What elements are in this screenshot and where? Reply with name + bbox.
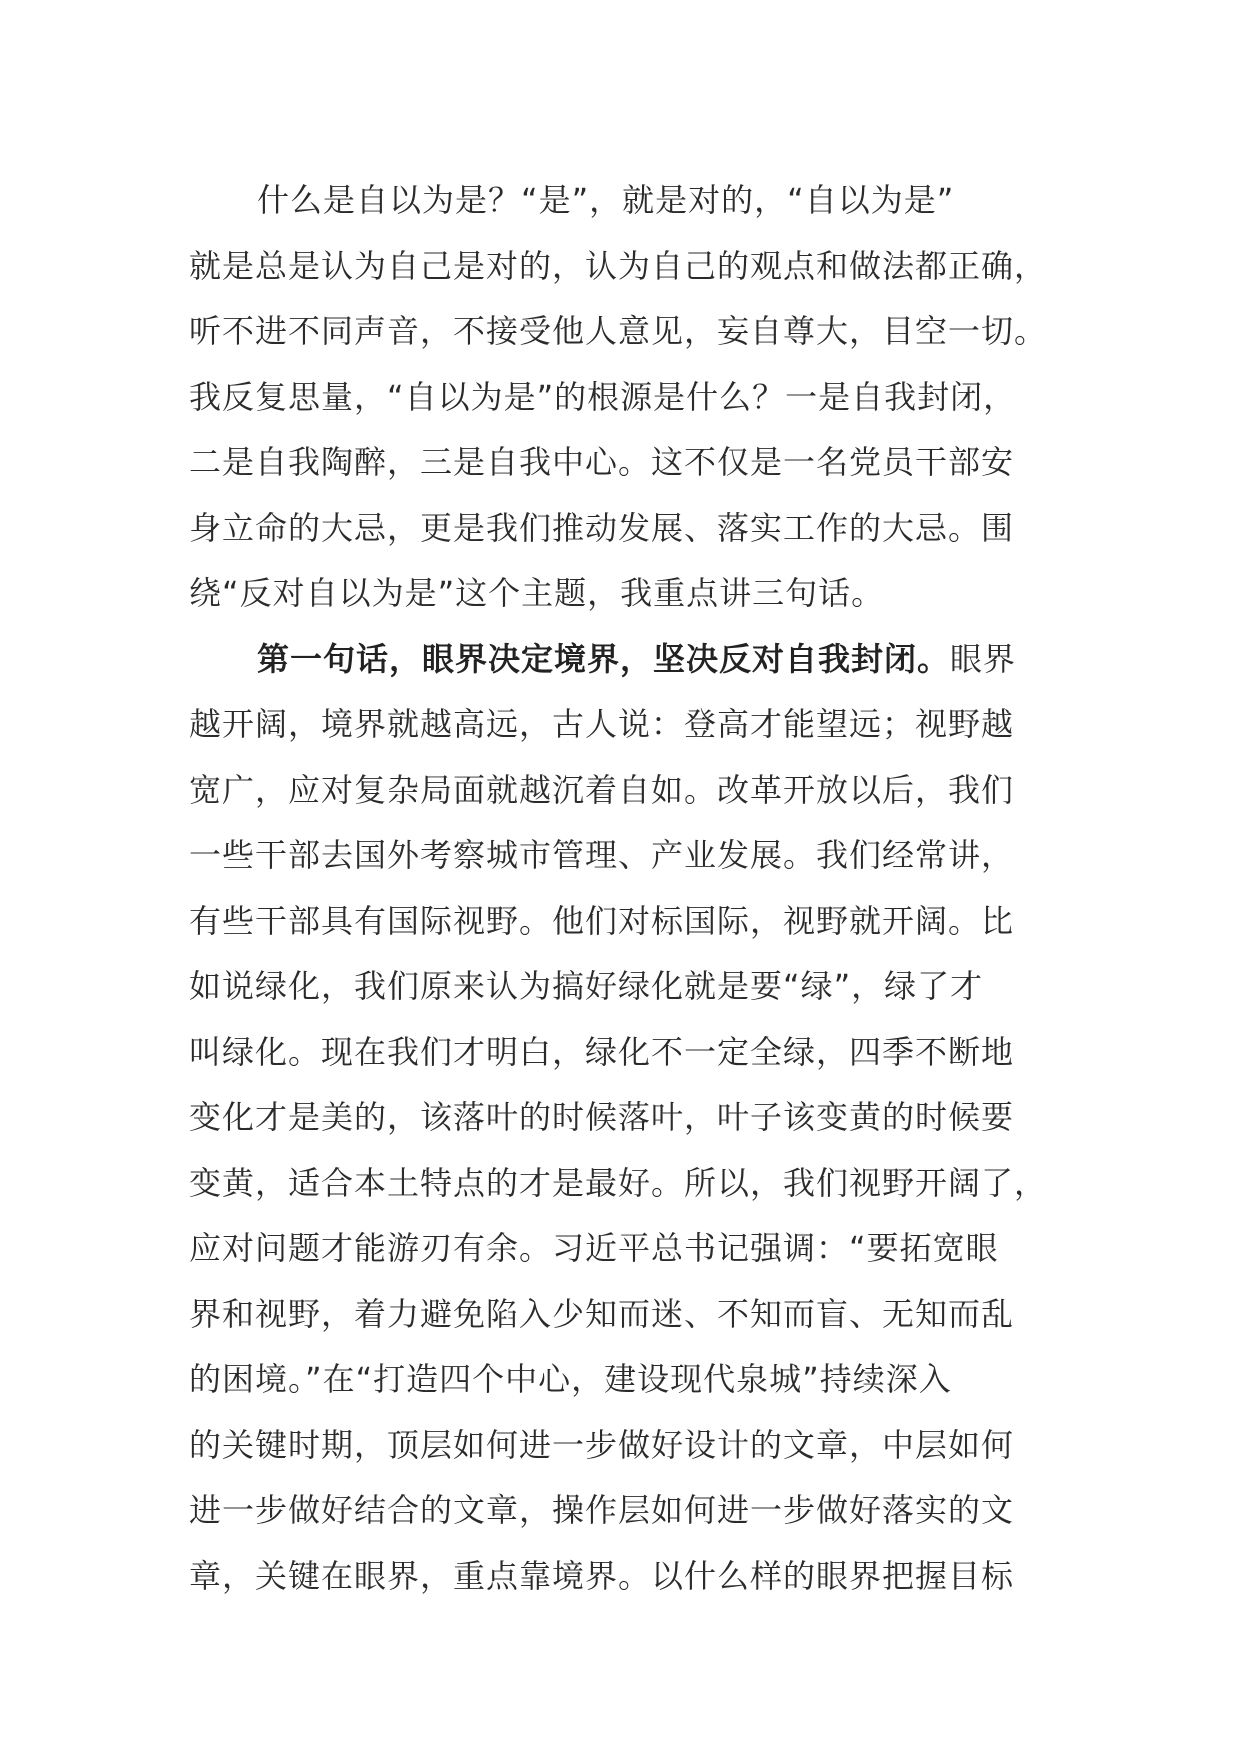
text-line: 章，关键在眼界，重点靠境界。以什么样的眼界把握目标 bbox=[189, 1556, 1015, 1595]
text-line: 变化才是美的，该落叶的时候落叶，叶子该变黄的时候要 bbox=[189, 1098, 1015, 1136]
text-line: 越开阔，境界就越高远，古人说：登高才能望远；视野越 bbox=[189, 705, 1015, 743]
text-line: 绕“反对自以为是”这个主题，我重点讲三句话。 bbox=[189, 574, 885, 612]
text-line-rest: 眼界 bbox=[950, 639, 1017, 678]
text-line: 我反复思量，“自以为是”的根源是什么？一是自我封闭， bbox=[189, 377, 1017, 416]
text-line: 界和视野，着力避免陷入少知而迷、不知而盲、无知而乱 bbox=[189, 1294, 1015, 1333]
text-line: 应对问题才能游刃有余。习近平总书记强调：“要拓宽眼 bbox=[189, 1229, 999, 1267]
text-line: 进一步做好结合的文章，操作层如何进一步做好落实的文 bbox=[189, 1491, 1015, 1529]
text-line: 听不进不同声音，不接受他人意见，妄自尊大，目空一切。 bbox=[189, 312, 1048, 350]
text-line: 变黄，适合本土特点的才是最好。所以，我们视野开阔了， bbox=[189, 1163, 1048, 1202]
section-heading: 第一句话，眼界决定境界，坚决反对自我封闭。 bbox=[257, 639, 951, 678]
text-line: 宽广，应对复杂局面就越沉着自如。改革开放以后，我们 bbox=[189, 770, 1015, 809]
text-line: 一些干部去国外考察城市管理、产业发展。我们经常讲， bbox=[189, 836, 1015, 874]
text-line: 如说绿化，我们原来认为搞好绿化就是要“绿”，绿了才 bbox=[189, 967, 984, 1005]
text-line: 叫绿化。现在我们才明白，绿化不一定全绿，四季不断地 bbox=[189, 1032, 1015, 1071]
text-line: 二是自我陶醉，三是自我中心。这不仅是一名党员干部安 bbox=[189, 443, 1015, 481]
text-line: 身立命的大忌，更是我们推动发展、落实工作的大忌。围 bbox=[189, 508, 1015, 547]
text-line: 什么是自以为是？“是”，就是对的，“自以为是” bbox=[257, 181, 955, 219]
text-line: 的困境。”在“打造四个中心，建设现代泉城”持续深入 bbox=[189, 1360, 952, 1398]
text-line: 的关键时期，顶层如何进一步做好设计的文章，中层如何 bbox=[189, 1425, 1015, 1464]
section-first-line bbox=[189, 627, 1069, 693]
body-text bbox=[189, 168, 1069, 1609]
text-line: 就是总是认为自己是对的，认为自己的观点和做法都正确， bbox=[189, 246, 1048, 285]
text-line: 有些干部具有国际视野。他们对标国际，视野就开阔。比 bbox=[189, 901, 1015, 940]
